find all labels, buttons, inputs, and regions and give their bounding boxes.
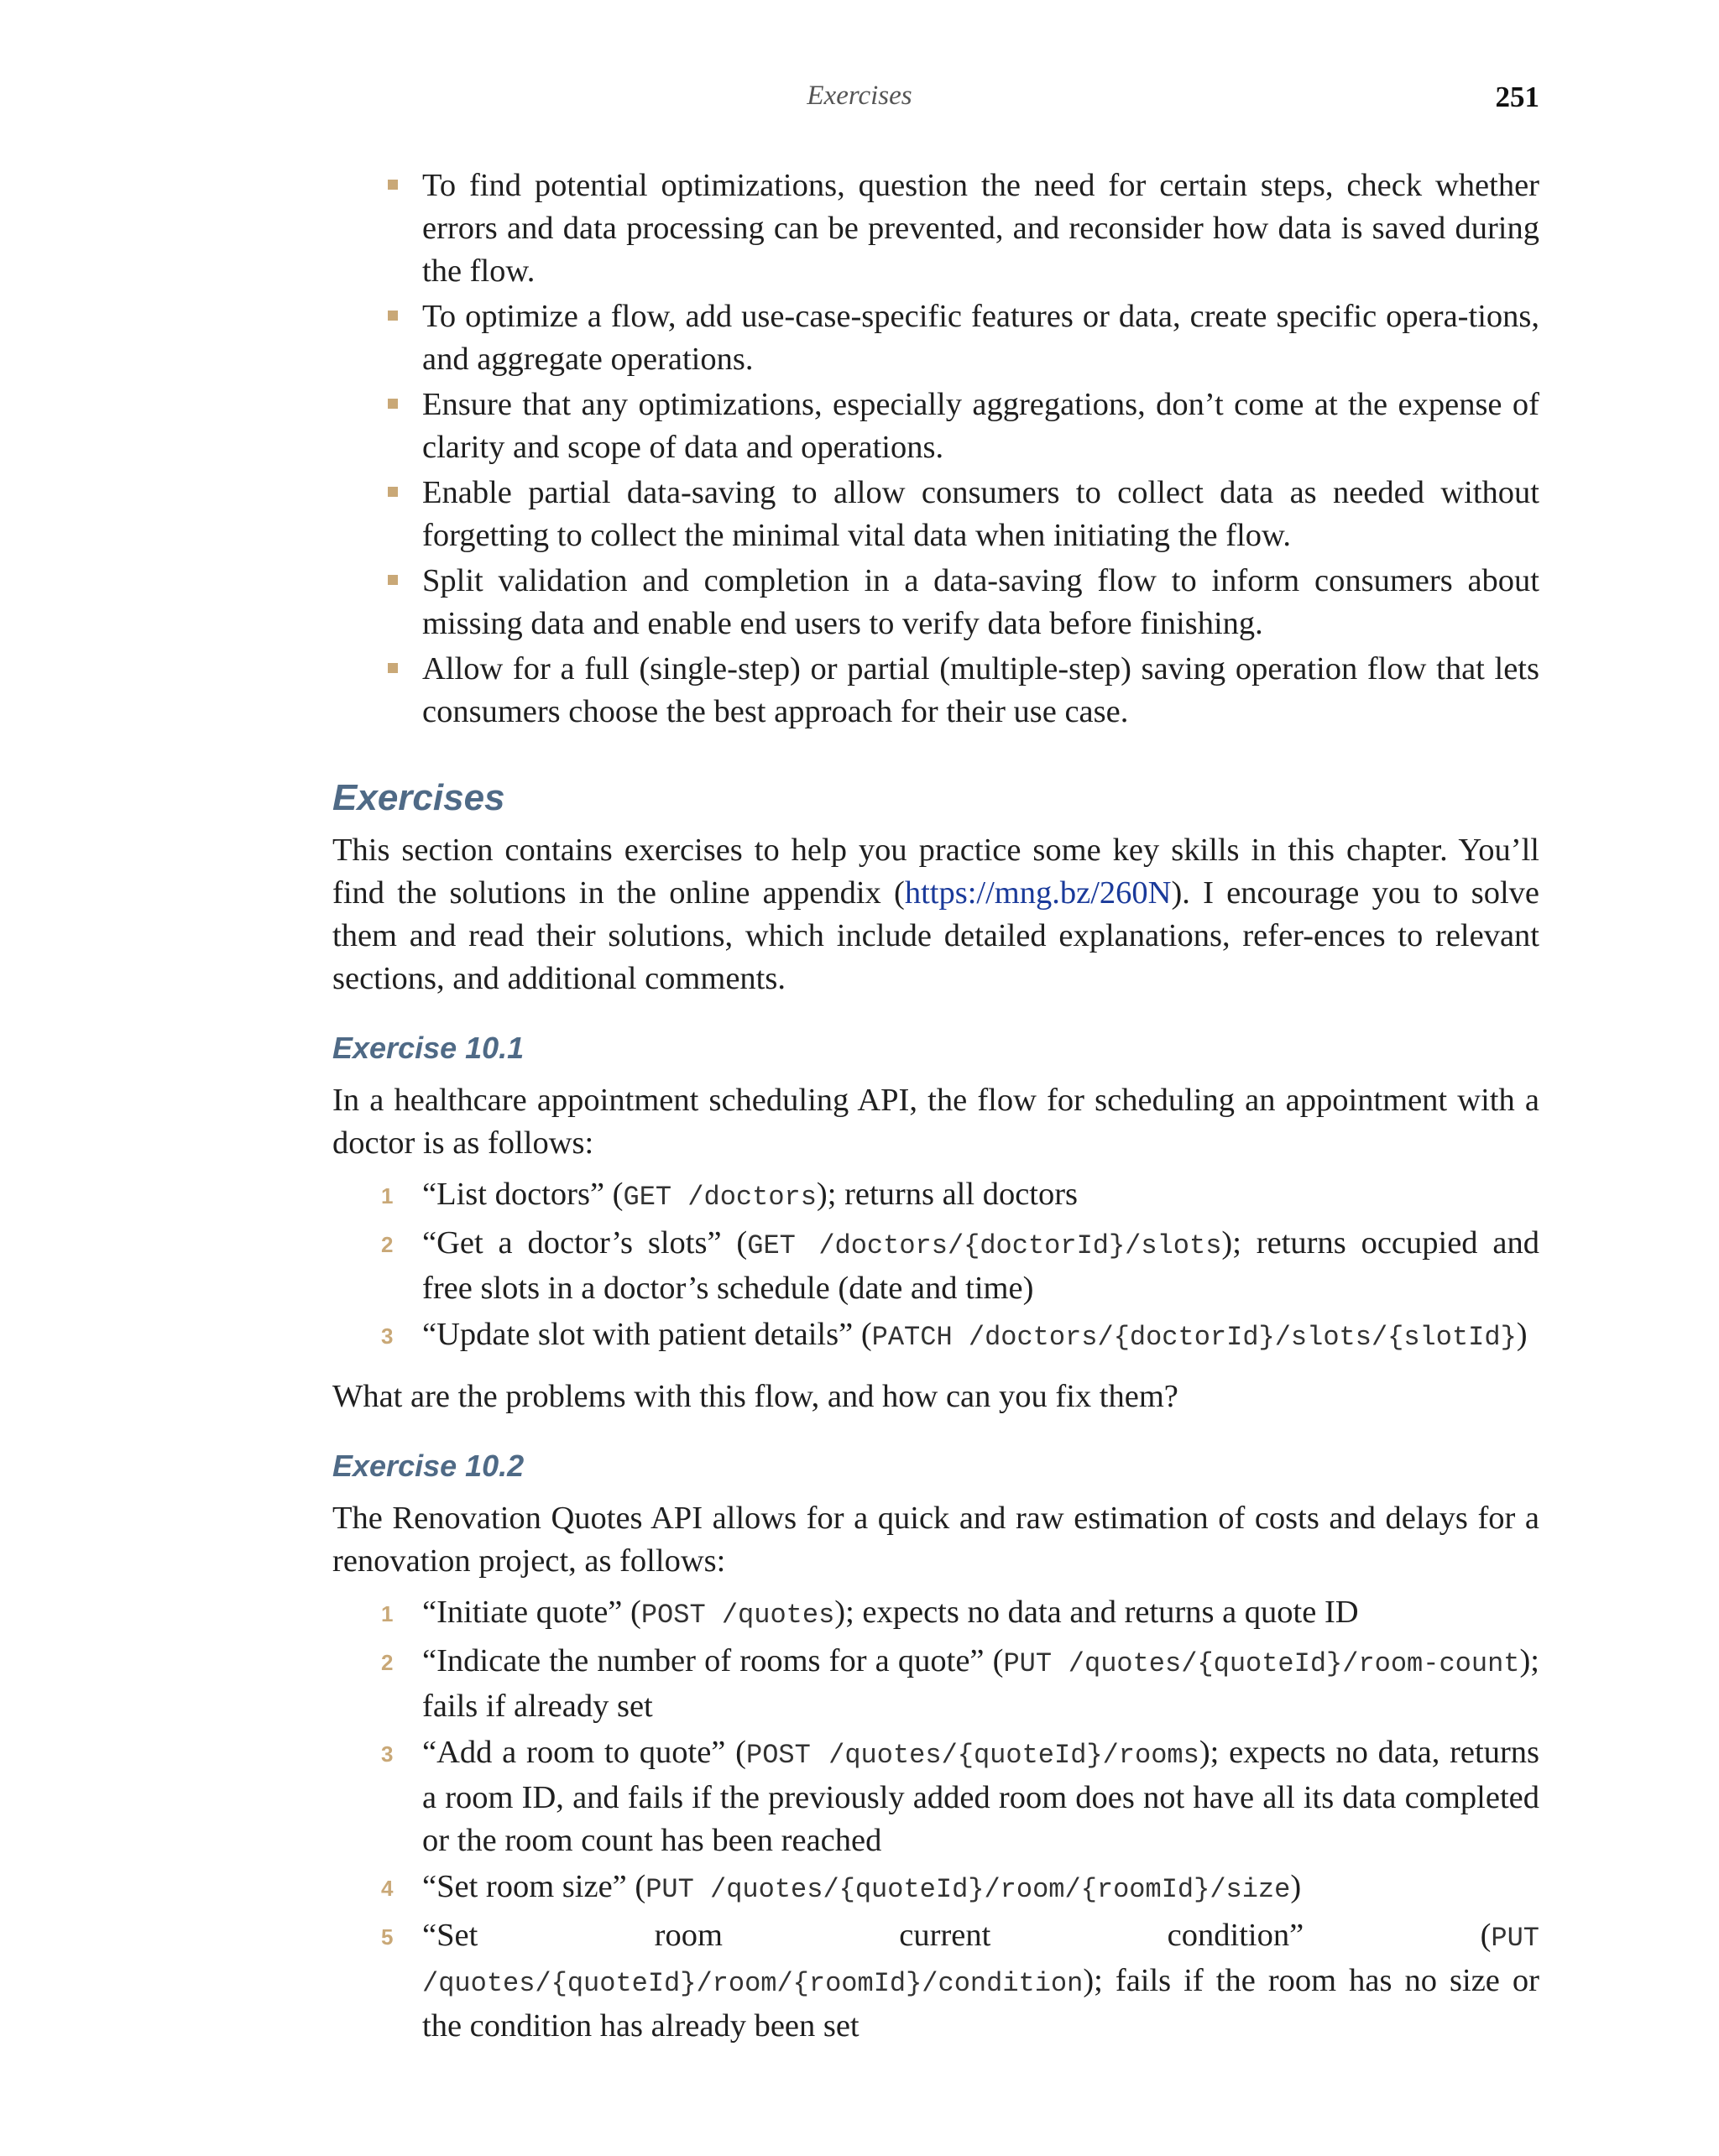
step-item: 2 “Indicate the number of rooms for a quote” (PUT /quotes/{quoteId}/room-count); fails if already set — [381, 1643, 1540, 1724]
summary-bullet: To find potential optimizations, question the need for certain steps, check whether errors and data processing can be prevented, and reconsider how data is saved during the flow. — [332, 164, 1539, 293]
exercise-10-1-steps — [332, 1173, 1539, 1359]
square-bullet-icon — [388, 180, 398, 190]
exercises-intro: This section contains exercises to help you practice some key skills in this chapter. You’ll find the solutions in the online appendix (https://mng.bz/260N). I encourage you to solve them and read their solutions, which include detailed explanations, refer-ences to relevant sections, and additional comments. — [332, 833, 1539, 996]
square-bullet-icon — [388, 663, 398, 673]
step-number: 2 — [381, 1650, 394, 1675]
step-item: 3 “Update slot with patient details” (PATCH /doctors/{doctorId}/slots/{slotId}) — [332, 1313, 1539, 1359]
section-heading-exercises: Exercises — [332, 777, 505, 818]
endpoint-code: POST /quotes/{quoteId}/rooms — [745, 1740, 1199, 1771]
endpoint-code: PUT /quotes/{quoteId}/room/{roomId}/condition — [422, 1923, 1539, 1999]
exercise-10-2-heading: Exercise 10.2 — [332, 1449, 525, 1483]
summary-bullet: Enable partial data-saving to allow consumers to collect data as needed without forgetting to collect the minimal vital data when initiating the flow. — [332, 472, 1539, 557]
square-bullet-icon — [388, 575, 398, 585]
endpoint-code: PUT /quotes/{quoteId}/room/{roomId}/size — [645, 1874, 1291, 1905]
endpoint-code: PUT /quotes/{quoteId}/room-count — [1003, 1648, 1520, 1679]
step-number: 2 — [381, 1232, 394, 1257]
step-number: 4 — [381, 1876, 394, 1901]
summary-bullet: Split validation and completion in a data-saving flow to inform consumers about missing data and enable end users to verify data before finishing. — [332, 560, 1539, 645]
endpoint-code: POST /quotes — [640, 1600, 835, 1631]
exercise-10-1-intro: In a healthcare appointment scheduling API, the flow for scheduling an appointment with a doctor is as follows: — [332, 1083, 1539, 1161]
exercise-10-2-intro: The Renovation Quotes API allows for a quick and raw estimation of costs and delays for a renovation project, as follows: — [332, 1501, 1539, 1579]
running-header: Exercises — [807, 81, 912, 111]
summary-bullet: Allow for a full (single-step) or partial (multiple-step) saving operation flow that lets consumers choose the best approach for their use case. — [332, 648, 1539, 733]
square-bullet-icon — [388, 399, 398, 409]
endpoint-code: PATCH /doctors/{doctorId}/slots/{slotId} — [871, 1322, 1517, 1353]
step-number: 1 — [381, 1183, 394, 1209]
summary-bullet-list — [332, 164, 1539, 733]
step-number: 5 — [381, 1924, 394, 1950]
exercise-10-2-steps — [332, 1591, 1539, 2048]
step-item: 5 “Set room current condition” (PUT /quotes/{quoteId}/room/{roomId}/condition); fails if the room has no size or the condition has already been set — [381, 1918, 1539, 2044]
endpoint-code: GET /doctors — [623, 1182, 817, 1213]
summary-bullet: Ensure that any optimizations, especially aggregations, don’t come at the expense of clarity and scope of data and operations. — [332, 384, 1539, 469]
step-number: 1 — [381, 1601, 394, 1626]
appendix-link[interactable]: https://mng.bz/260N — [904, 875, 1172, 911]
step-item: 4 “Set room size” (PUT /quotes/{quoteId}/room/{roomId}/size) — [332, 1866, 1539, 1911]
step-number: 3 — [381, 1741, 394, 1767]
exercise-10-1-question: What are the problems with this flow, and how can you fix them? — [332, 1379, 1178, 1414]
step-item: 1 “List doctors” (GET /doctors); returns all doctors — [332, 1173, 1539, 1219]
step-number: 3 — [381, 1323, 394, 1349]
endpoint-code: GET /doctors/{doctorId}/slots — [747, 1230, 1222, 1261]
summary-bullet: To optimize a flow, add use-case-specific features or data, create specific opera-tions, and aggregate operations. — [332, 295, 1539, 381]
page-content — [332, 164, 1539, 2051]
square-bullet-icon — [388, 487, 398, 497]
step-item: 3 “Add a room to quote” (POST /quotes/{quoteId}/rooms); expects no data, returns a room ID, and fails if the previously added room does not have all its data completed or the room count has been reached — [381, 1735, 1540, 1858]
page-number: 251 — [1495, 81, 1539, 113]
step-item: 2 “Get a doctor’s slots” (GET /doctors/{doctorId}/slots); returns occupied and free slots in a doctor’s schedule (date and time) — [381, 1225, 1539, 1306]
square-bullet-icon — [388, 311, 398, 321]
exercise-10-1-heading: Exercise 10.1 — [332, 1031, 525, 1065]
step-item: 1 “Initiate quote” (POST /quotes); expects no data and returns a quote ID — [332, 1591, 1539, 1637]
